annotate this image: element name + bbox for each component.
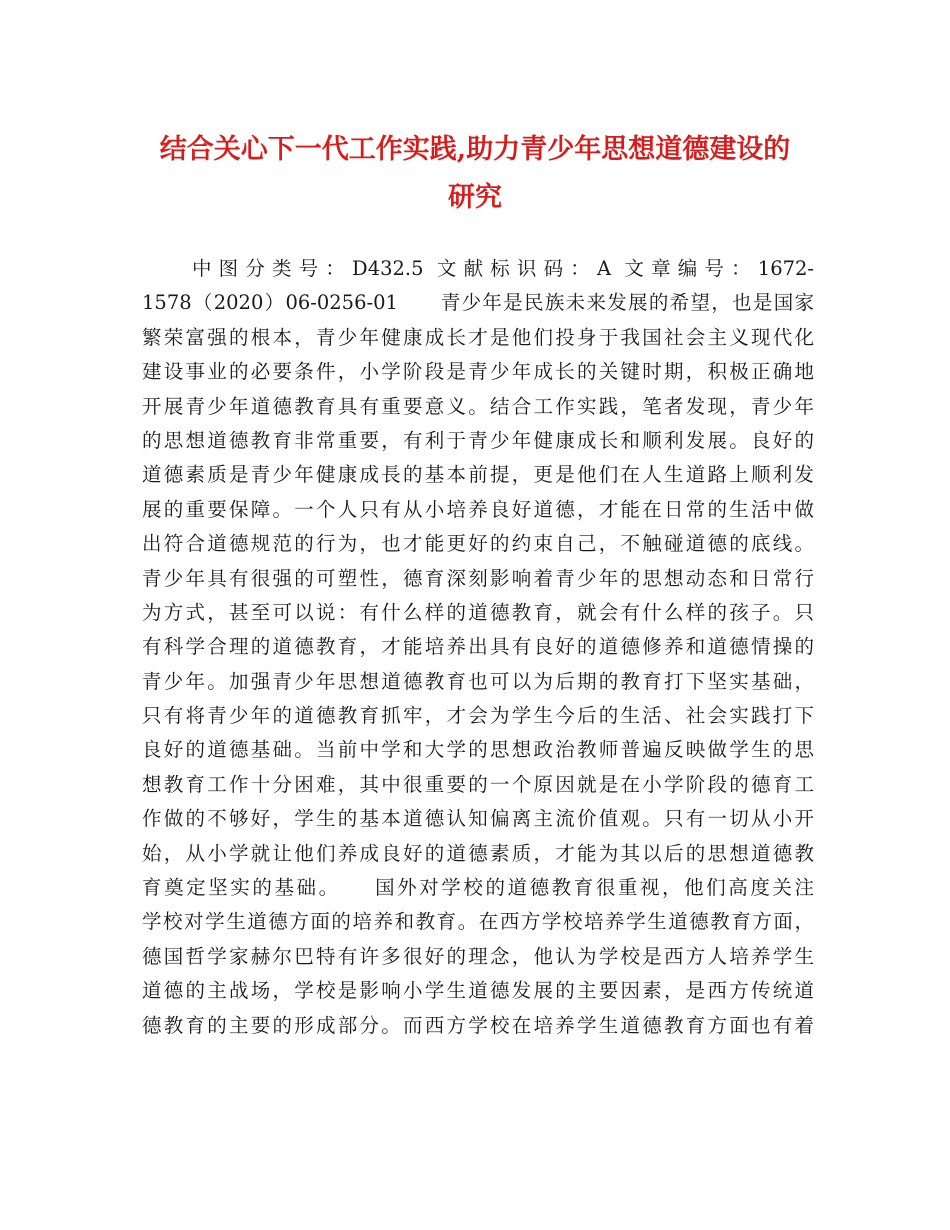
body-line: 出符合道德规范的行为，也才能更好的约束自己，不触碰道德的底线。: [142, 532, 814, 556]
body-line: 1578（2020）06-0256-01 青少年是民族未来发展的希望，也是国家: [142, 291, 814, 315]
body-line: 德教育的主要的形成部分。而西方学校在培养学生道德教育方面也有着: [142, 1013, 814, 1037]
body-line: 始，从小学就让他们养成良好的道德素质，才能为其以后的思想道德教: [142, 841, 814, 865]
body-line: 建设事业的必要条件，小学阶段是青少年成长的关键时期，积极正确地: [142, 360, 814, 384]
body-line: 展的重要保障。一个人只有从小培养良好道德，才能在日常的生活中做: [142, 497, 814, 521]
body-line: 道德素质是青少年健康成長的基本前提，更是他们在人生道路上顺利发: [142, 463, 814, 487]
body-line: 育奠定坚实的基础。 国外对学校的道德教育很重视，他们高度关注: [142, 876, 814, 900]
body-line: 为方式，甚至可以说：有什么样的道德教育，就会有什么样的孩子。只: [142, 600, 814, 624]
body-line: 作做的不够好，学生的基本道德认知偏离主流价值观。只有一切从小开: [142, 807, 814, 831]
body-line: 繁荣富强的根本，青少年健康成长才是他们投身于我国社会主义现代化: [142, 325, 814, 349]
body-line: 的思想道德教育非常重要，有利于青少年健康成长和顺利发展。良好的: [142, 428, 814, 452]
body-line: 青少年具有很强的可塑性，德育深刻影响着青少年的思想动态和日常行: [142, 566, 814, 590]
body-line: 只有将青少年的道德教育抓牢，才会为学生今后的生活、社会实践打下: [142, 704, 814, 728]
article-title: [120, 126, 830, 222]
body-line: 德国哲学家赫尔巴特有许多很好的理念，他认为学校是西方人培养学生: [142, 944, 814, 968]
body-line: 道德的主战场，学校是影响小学生道德发展的主要因素，是西方传统道: [142, 979, 814, 1003]
body-line: 学校对学生道德方面的培养和教育。在西方学校培养学生道德教育方面，: [142, 910, 814, 934]
article-title-line-1: 结合关心下一代工作实践,助力青少年思想道德建设的: [159, 134, 791, 165]
body-line: 想教育工作十分困难，其中很重要的一个原因就是在小学阶段的德育工: [142, 772, 814, 796]
body-line: 良好的道德基础。当前中学和大学的思想政治教师普遍反映做学生的思: [142, 738, 814, 762]
body-line: 有科学合理的道德教育，才能培养出具有良好的道德修养和道德情操的: [142, 635, 814, 659]
body-line: 中图分类号：D432.5 文献标识码：A 文章编号：1672-: [192, 257, 814, 280]
article-body: [142, 252, 814, 1043]
body-line: 开展青少年道德教育具有重要意义。结合工作实践，笔者发现，青少年: [142, 394, 814, 418]
article-title-line-2: 研究: [448, 182, 502, 213]
body-line: 青少年。加强青少年思想道德教育也可以为后期的教育打下坚实基础，: [142, 669, 814, 693]
